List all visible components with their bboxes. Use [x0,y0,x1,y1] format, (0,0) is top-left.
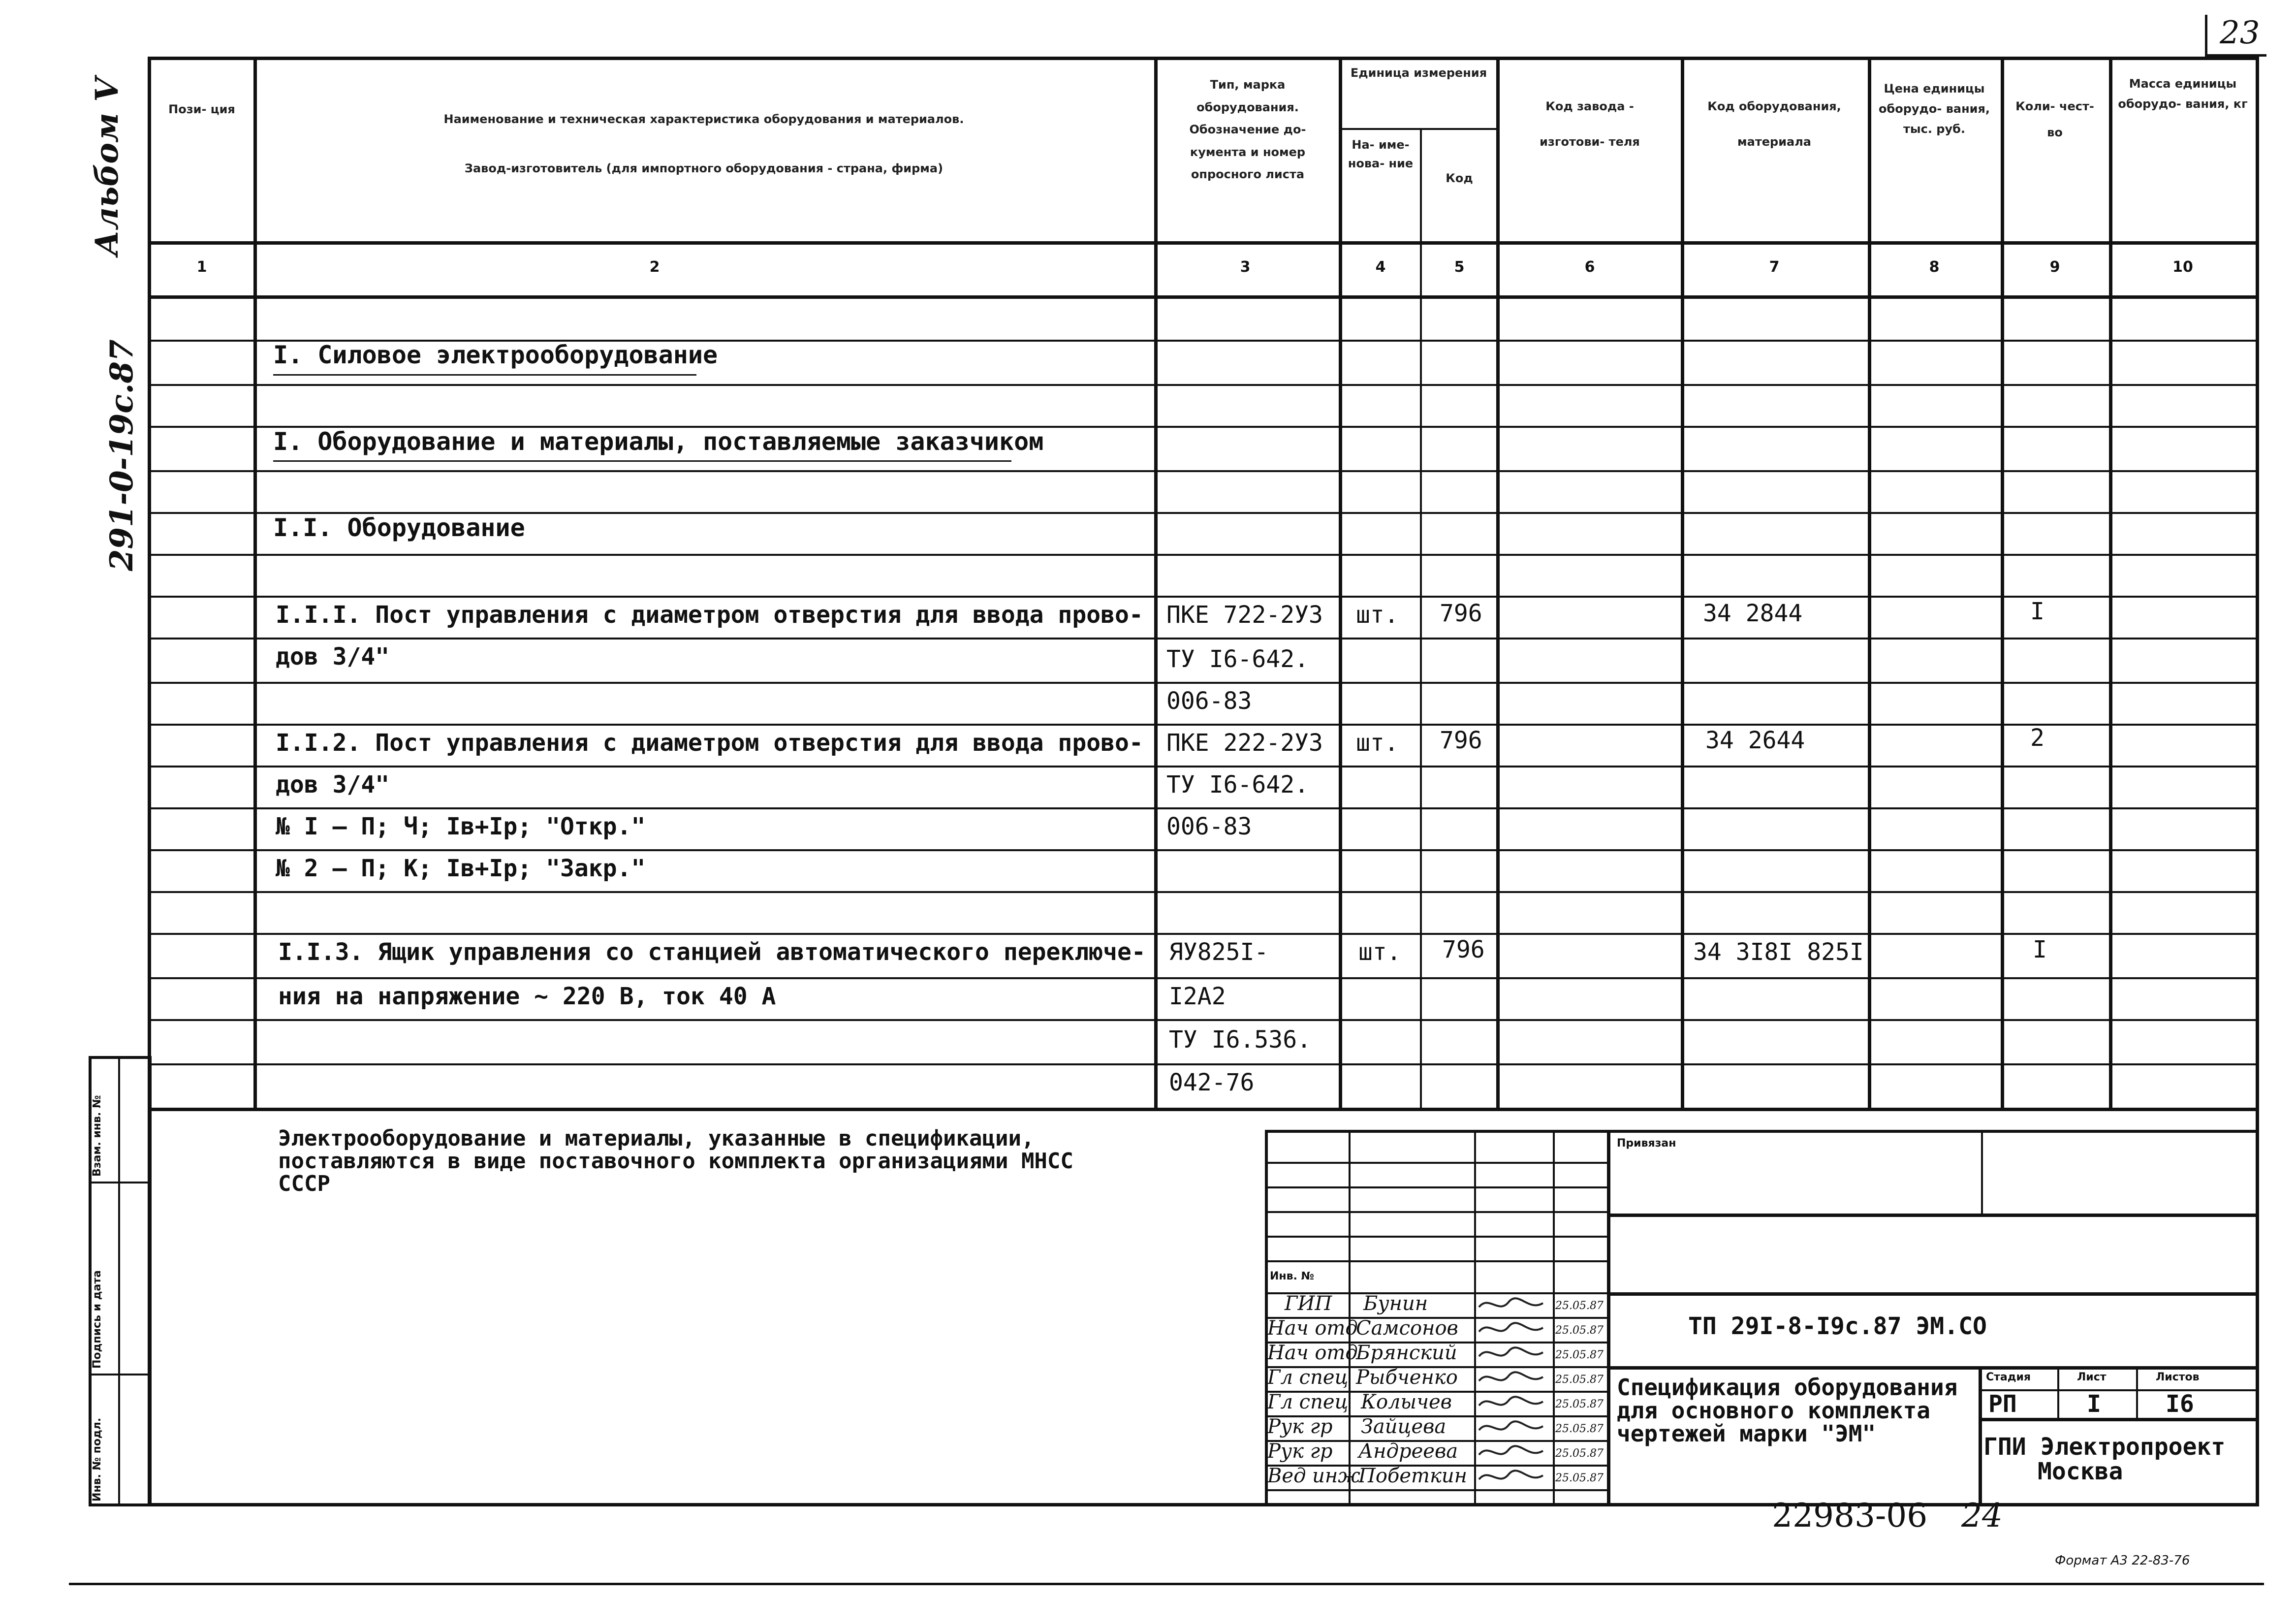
tb-stage-row [1979,1418,2259,1421]
left-stamp-label-3: Инв. № подл. [91,1417,103,1502]
row2-type-3: 006-83 [1166,813,1252,840]
staff-role: Рук гр [1267,1440,1333,1463]
project-code-label: 291-0-19с.87 [103,339,140,571]
colnum-8: 8 [1929,258,1940,276]
tb-right-row [1607,1366,2259,1370]
header-price: Цена единицы оборудо- вания, тыс. руб. [1878,82,1990,136]
row-line [148,849,2259,851]
row-line [148,682,2259,684]
section-equipment: I.I. Оборудование [273,513,525,542]
staff-date: 25.05.87 [1555,1300,1604,1312]
colnum-4: 4 [1375,258,1386,276]
row-line [148,638,2259,640]
header-qty: Коли- чест- во [2015,99,2094,139]
row-line [148,891,2259,893]
row-line [148,470,2259,472]
doc-code: ТП 29I-8-I9с.87 ЭМ.СО [1688,1312,1987,1340]
page-number: 23 [2220,15,2260,51]
doc-title: Спецификация оборудования для основного комплекта чертежей марки "ЭМ" [1617,1374,1958,1447]
row-line [148,807,2259,809]
supply-note: Электрооборудование и материалы, указанные в спецификации, поставляются в виде поставочного комплекта организациями МНСС СССР [278,1126,1073,1197]
header-pos: Пози- ция [168,102,235,116]
section-underline [273,460,1011,462]
colnum-3: 3 [1240,258,1251,276]
section-customer-supplied: I. Оборудование и материалы, поставляемые заказчиком [273,427,1044,456]
staff-date: 25.05.87 [1555,1349,1604,1361]
row2-type-2: ТУ I6-642. [1166,771,1309,799]
row-line [148,1019,2259,1021]
tb-stage-col [1979,1366,1982,1506]
row-line [148,596,2259,598]
header-mass: Масса единицы оборудо- вания, кг [2118,77,2248,111]
staff-name: Зайцева [1361,1415,1447,1438]
row1-type-3: 006-83 [1166,687,1252,715]
staff-role: ГИП [1285,1292,1332,1315]
colnum-2: 2 [649,258,660,276]
staff-name: Бунин [1363,1292,1428,1315]
table-bottom [148,1108,2259,1111]
row3-qty: I [2033,936,2047,963]
tb-row [1265,1260,1607,1262]
staff-date: 25.05.87 [1555,1374,1604,1386]
row3-type-4: 042-76 [1169,1069,1255,1096]
row-line [148,933,2259,935]
staff-name: Андреева [1358,1440,1458,1463]
stage-value: РП [1988,1390,2017,1418]
header-unit-code: Код [1446,171,1473,185]
row2-unit-code: 796 [1440,727,1482,754]
row3-name-line1: I.I.3. Ящик управления со станцией автоматического переключе- [278,938,1146,966]
staff-role: Нач отд [1267,1317,1358,1340]
sheets-label: Листов [2156,1371,2200,1383]
row3-unit-code: 796 [1442,936,1485,963]
row3-unit: шт. [1358,938,1401,966]
col-line-8 [2001,57,2004,1110]
row1-name-line2: дов 3/4" [276,643,390,671]
sheet-label: Лист [2077,1371,2107,1383]
colnum-9: 9 [2049,258,2060,276]
staff-date: 25.05.87 [1555,1447,1604,1460]
staff-date: 25.05.87 [1555,1398,1604,1410]
bottom-line [69,1583,2264,1585]
tb-row [1265,1211,1607,1213]
org-name: ГПИ Электропроект [1983,1433,2226,1461]
staff-date: 25.05.87 [1555,1472,1604,1484]
row1-qty: I [2030,598,2044,625]
row2-type-1: ПКЕ 222-2УЗ [1166,729,1323,757]
row3-name-line2: ния на напряжение ~ 220 В, ток 40 А [278,983,776,1010]
staff-role: Нач отд [1267,1342,1358,1364]
header-equipment-code: Код оборудования, материала [1707,99,1841,149]
row-line [148,1063,2259,1065]
header-bottom [148,241,2259,245]
row1-type-2: ТУ I6-642. [1166,645,1309,673]
tb-right-row [1607,1292,2259,1296]
staff-name: Побеткин [1358,1465,1467,1487]
org-city: Москва [2038,1458,2123,1485]
signatures [1474,1292,1553,1489]
tb-inv-no: Инв. № [1270,1270,1315,1282]
row-line [148,554,2259,556]
row1-name-line1: I.I.I. Пост управления с диаметром отверстия для ввода прово- [276,601,1143,629]
colnum-7: 7 [1769,258,1780,276]
staff-name: Брянский [1356,1342,1457,1364]
tb-col-main [1607,1130,1610,1506]
staff-role: Вед инж [1267,1465,1360,1487]
tb-privyazan: Привязан [1617,1137,1676,1150]
left-stamp-sep [89,1374,152,1375]
row3-material-code: 34 3I8I 825I [1693,938,1864,966]
left-stamp-label-2: Подпись и дата [91,1270,103,1369]
staff-role: Гл спец [1267,1366,1349,1389]
staff-name: Самсонов [1356,1317,1458,1340]
colnum-10: 10 [2172,258,2193,276]
row2-name-line1: I.I.2. Пост управления с диаметром отверстия для ввода прово- [276,729,1143,757]
archive-number: 22983-06 [1772,1497,1928,1535]
col-line-3 [1339,57,1342,1110]
row2-material-code: 34 2644 [1705,727,1805,754]
staff-name: Колычев [1361,1391,1452,1413]
staff-role: Гл спец [1267,1391,1349,1413]
col-line-1 [253,57,257,1110]
tb-row [1265,1162,1607,1164]
row-line [148,724,2259,726]
row1-material-code: 34 2844 [1703,600,1803,627]
archive-page: 24 [1961,1497,2003,1535]
tb-right-row [1607,1214,2259,1217]
col-line-7 [1868,57,1871,1110]
col-line-6 [1681,57,1684,1110]
row3-type-1: ЯУ825I- [1169,938,1269,966]
stage-label: Стадия [1986,1371,2031,1383]
staff-date: 25.05.87 [1555,1324,1604,1337]
row2-qty: 2 [2030,724,2044,752]
row2-name-line4: № 2 – П; К; Iв+Iр; "Закр." [276,855,646,882]
tb-stage-col [2057,1366,2059,1418]
tb-stage-row [1979,1389,2259,1391]
staff-date: 25.05.87 [1555,1423,1604,1435]
row3-type-3: ТУ I6.536. [1169,1026,1311,1054]
left-stamp-label-1: Взам. инв. № [91,1095,103,1177]
section-underline [273,374,696,376]
tb-row [1265,1236,1607,1238]
left-stamp-sep [89,1182,152,1183]
col-line-2 [1154,57,1158,1110]
row2-unit: шт. [1356,729,1399,757]
format-label: Формат А3 22-83-76 [2055,1553,2190,1568]
colnum-1: 1 [196,258,207,276]
header-factory-code: Код завода - изготови- теля [1540,99,1640,149]
tb-row [1265,1186,1607,1188]
col-line-5 [1496,57,1500,1110]
col-line-9 [2109,57,2112,1110]
section-power: I. Силовое электрооборудование [273,341,718,369]
header-name-1: Наименование и техническая характеристика оборудования и материалов. [443,112,964,126]
row1-unit: шт. [1356,601,1399,629]
header-unit-group: Единица измерения [1350,66,1487,80]
staff-role: Рук гр [1267,1415,1333,1438]
header-unit-name: На- име- нова- ние [1348,138,1414,171]
staff-name: Рыбченко [1356,1366,1458,1389]
left-stamp-divider [118,1056,120,1506]
header-name-2: Завод-изготовитель (для импортного оборудования - страна, фирма) [464,161,944,175]
row-line [148,977,2259,979]
colnum-bottom [148,295,2259,299]
sheet-value: I [2087,1390,2101,1418]
row1-type-1: ПКЕ 722-2УЗ [1166,601,1323,629]
row2-name-line2: дов 3/4" [276,771,390,799]
header-type: Тип, марка оборудования. Обозначение до- кумента и номер опросного листа [1189,78,1306,182]
row2-name-line3: № I – П; Ч; Iв+Iр; "Откр." [276,813,646,840]
row1-unit-code: 796 [1440,600,1482,627]
row-line [148,384,2259,386]
tb-stage-col [2136,1366,2138,1418]
colnum-5: 5 [1454,258,1465,276]
album-label: Альбом V [89,77,126,256]
row3-type-2: I2А2 [1169,983,1226,1010]
colnum-6: 6 [1584,258,1595,276]
tb-row [1265,1489,1607,1491]
sheets-value: I6 [2166,1390,2194,1418]
row-line [148,766,2259,768]
unit-group-sep [1339,128,1496,130]
tb-col [1981,1130,1983,1214]
